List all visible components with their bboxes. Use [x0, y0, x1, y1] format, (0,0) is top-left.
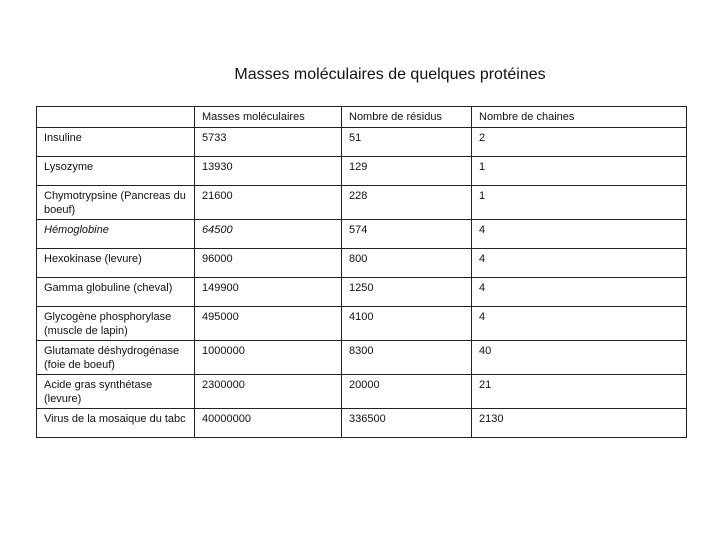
protein-name-cell: Glycogène phosphorylase (muscle de lapin): [37, 307, 195, 341]
table-row: [37, 128, 687, 157]
table-row: [37, 341, 687, 375]
protein-name-cell: Acide gras synthétase (levure): [37, 375, 195, 409]
mass-cell: 149900: [195, 278, 342, 307]
mass-cell: 2300000: [195, 375, 342, 409]
chains-cell: 2130: [472, 409, 687, 438]
residues-cell: 51: [342, 128, 472, 157]
table-row: [37, 409, 687, 438]
mass-cell: 96000: [195, 249, 342, 278]
protein-name-cell: Glutamate déshydrogénase (foie de boeuf): [37, 341, 195, 375]
header-cell-chains: Nombre de chaines: [472, 107, 687, 128]
header-cell-mass: Masses moléculaires: [195, 107, 342, 128]
protein-name-cell: Chymotrypsine (Pancreas du boeuf): [37, 186, 195, 220]
header-cell-protein: [37, 107, 195, 128]
residues-cell: 1250: [342, 278, 472, 307]
protein-name-cell: Hexokinase (levure): [37, 249, 195, 278]
page-title: Masses moléculaires de quelques protéines: [234, 66, 546, 83]
mass-cell: 1000000: [195, 341, 342, 375]
residues-cell: 228: [342, 186, 472, 220]
residues-cell: 800: [342, 249, 472, 278]
protein-name-cell: Lysozyme: [37, 157, 195, 186]
mass-cell: 5733: [195, 128, 342, 157]
chains-cell: 21: [472, 375, 687, 409]
residues-cell: 4100: [342, 307, 472, 341]
chains-cell: 40: [472, 341, 687, 375]
residues-cell: 129: [342, 157, 472, 186]
table-row: [37, 249, 687, 278]
chains-cell: 1: [472, 157, 687, 186]
table-row: [37, 186, 687, 220]
table-row: [37, 307, 687, 341]
residues-cell: 574: [342, 220, 472, 249]
table-row: [37, 157, 687, 186]
protein-name-cell: Virus de la mosaique du tabc: [37, 409, 195, 438]
chains-cell: 4: [472, 249, 687, 278]
table-row: [37, 278, 687, 307]
chains-cell: 2: [472, 128, 687, 157]
mass-cell: 21600: [195, 186, 342, 220]
table-row: [37, 220, 687, 249]
mass-cell: 40000000: [195, 409, 342, 438]
residues-cell: 336500: [342, 409, 472, 438]
residues-cell: 8300: [342, 341, 472, 375]
chains-cell: 4: [472, 278, 687, 307]
chains-cell: 4: [472, 307, 687, 341]
table-row: [37, 375, 687, 409]
residues-cell: 20000: [342, 375, 472, 409]
header-cell-residues: Nombre de résidus: [342, 107, 472, 128]
table-header-row: [37, 107, 687, 128]
protein-name-cell: Gamma globuline (cheval): [37, 278, 195, 307]
mass-cell: 13930: [195, 157, 342, 186]
chains-cell: 1: [472, 186, 687, 220]
mass-cell: 64500: [195, 220, 342, 249]
mass-cell: 495000: [195, 307, 342, 341]
chains-cell: 4: [472, 220, 687, 249]
protein-name-cell: Hémoglobine: [37, 220, 195, 249]
protein-name-cell: Insuline: [37, 128, 195, 157]
protein-mass-table: [36, 106, 687, 438]
